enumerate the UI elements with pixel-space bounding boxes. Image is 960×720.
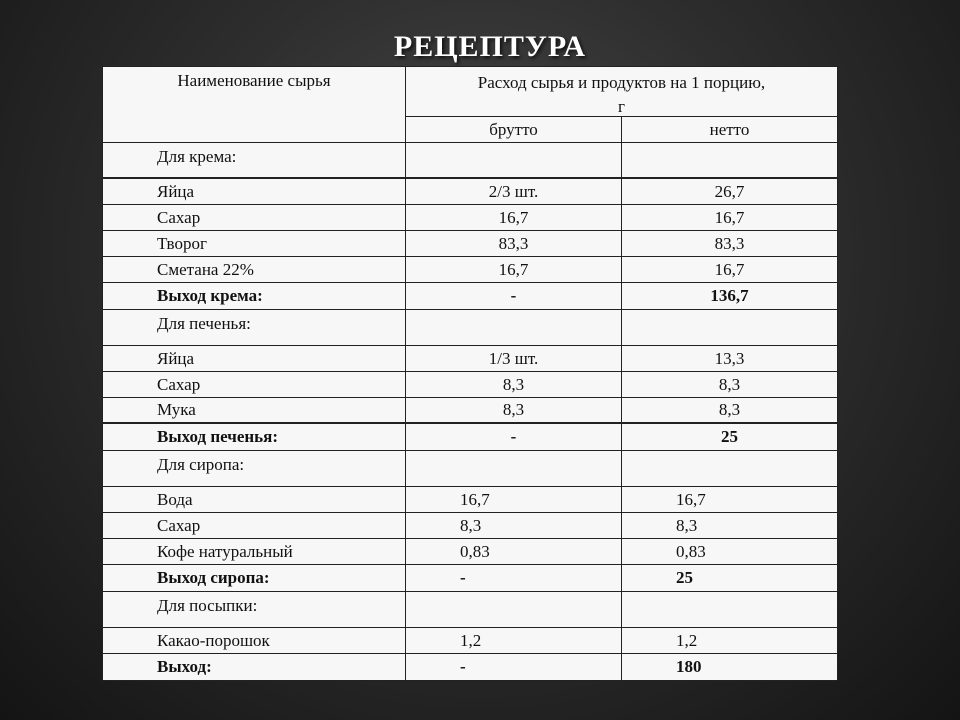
table-row xyxy=(103,231,837,257)
row-netto: 13,3 xyxy=(714,348,745,368)
table-row-section xyxy=(103,592,837,628)
row-name: Выход: xyxy=(103,654,406,680)
table-row xyxy=(103,372,837,398)
row-netto: 16,7 xyxy=(714,259,745,279)
row-brutto: 83,3 xyxy=(406,231,622,256)
table-row xyxy=(103,539,837,565)
table-row xyxy=(103,205,837,231)
header-name-column: Наименование сырья xyxy=(103,67,406,143)
table-row-section xyxy=(103,143,837,179)
row-name: Сахар xyxy=(103,513,406,538)
header-usage-line1: Расход сырья и продуктов на 1 порцию, xyxy=(477,73,766,92)
row-brutto: 1,2 xyxy=(406,628,622,653)
table-row xyxy=(103,179,837,205)
row-brutto: 2/3 шт. xyxy=(406,179,622,204)
row-netto: 136,7 xyxy=(710,286,749,305)
table-row xyxy=(103,487,837,513)
row-netto: 1,2 xyxy=(676,630,698,650)
row-name: Мука xyxy=(103,398,406,422)
row-name: Выход печенья: xyxy=(103,424,406,450)
row-netto: 25 xyxy=(676,568,693,587)
row-brutto: 8,3 xyxy=(406,513,622,538)
row-name: Кофе натуральный xyxy=(103,539,406,564)
row-netto: 0,83 xyxy=(676,541,706,561)
row-netto: 25 xyxy=(721,427,738,446)
row-name: Для посыпки: xyxy=(103,592,406,627)
row-brutto: 16,7 xyxy=(406,205,622,230)
row-name: Выход крема: xyxy=(103,283,406,309)
row-name: Вода xyxy=(103,487,406,512)
table-row xyxy=(103,346,837,372)
row-brutto: 8,3 xyxy=(406,398,622,422)
row-brutto: - xyxy=(406,424,622,450)
table-row-total xyxy=(103,424,837,451)
row-name: Яйца xyxy=(103,346,406,371)
row-brutto xyxy=(406,143,622,177)
row-brutto: 0,83 xyxy=(406,539,622,564)
row-name: Сметана 22% xyxy=(103,257,406,282)
row-name: Сахар xyxy=(103,372,406,397)
row-netto xyxy=(622,592,837,627)
row-name: Для сиропа: xyxy=(103,451,406,486)
row-brutto: 16,7 xyxy=(406,487,622,512)
page-title: РЕЦЕПТУРА xyxy=(393,30,587,63)
row-brutto: 16,7 xyxy=(406,257,622,282)
table-row xyxy=(103,513,837,539)
row-brutto: - xyxy=(406,654,622,680)
row-brutto: 8,3 xyxy=(406,372,622,397)
row-brutto xyxy=(406,592,622,627)
table-row-total xyxy=(103,283,837,310)
table-header xyxy=(103,67,837,143)
row-netto: 16,7 xyxy=(714,207,745,227)
row-netto: 8,3 xyxy=(676,515,698,535)
recipe-table xyxy=(102,66,838,681)
row-name: Выход сиропа: xyxy=(103,565,406,591)
header-brutto: брутто xyxy=(406,117,622,143)
header-netto: нетто xyxy=(709,120,750,139)
row-netto: 8,3 xyxy=(718,374,741,394)
row-netto: 83,3 xyxy=(714,233,745,253)
row-brutto: - xyxy=(406,565,622,591)
row-netto: 16,7 xyxy=(676,489,706,509)
row-brutto: 1/3 шт. xyxy=(406,346,622,371)
row-name: Сахар xyxy=(103,205,406,230)
header-usage-line2: г xyxy=(618,97,625,116)
table-row xyxy=(103,628,837,654)
row-brutto xyxy=(406,451,622,486)
row-brutto: - xyxy=(406,283,622,309)
row-brutto xyxy=(406,310,622,345)
row-name: Для печенья: xyxy=(103,310,406,345)
table-row xyxy=(103,398,837,424)
table-row-total xyxy=(103,654,837,680)
table-row-section xyxy=(103,310,837,346)
header-usage-column xyxy=(406,67,837,117)
row-netto: 180 xyxy=(676,657,702,676)
table-row-total xyxy=(103,565,837,592)
table-row xyxy=(103,257,837,283)
row-netto xyxy=(622,143,837,177)
row-name: Яйца xyxy=(103,179,406,204)
row-name: Творог xyxy=(103,231,406,256)
row-name: Какао-порошок xyxy=(103,628,406,653)
row-netto: 26,7 xyxy=(714,181,745,201)
row-netto xyxy=(622,310,837,345)
table-row-section xyxy=(103,451,837,487)
row-netto: 8,3 xyxy=(718,400,741,419)
row-name: Для крема: xyxy=(103,143,406,177)
row-netto xyxy=(622,451,837,486)
